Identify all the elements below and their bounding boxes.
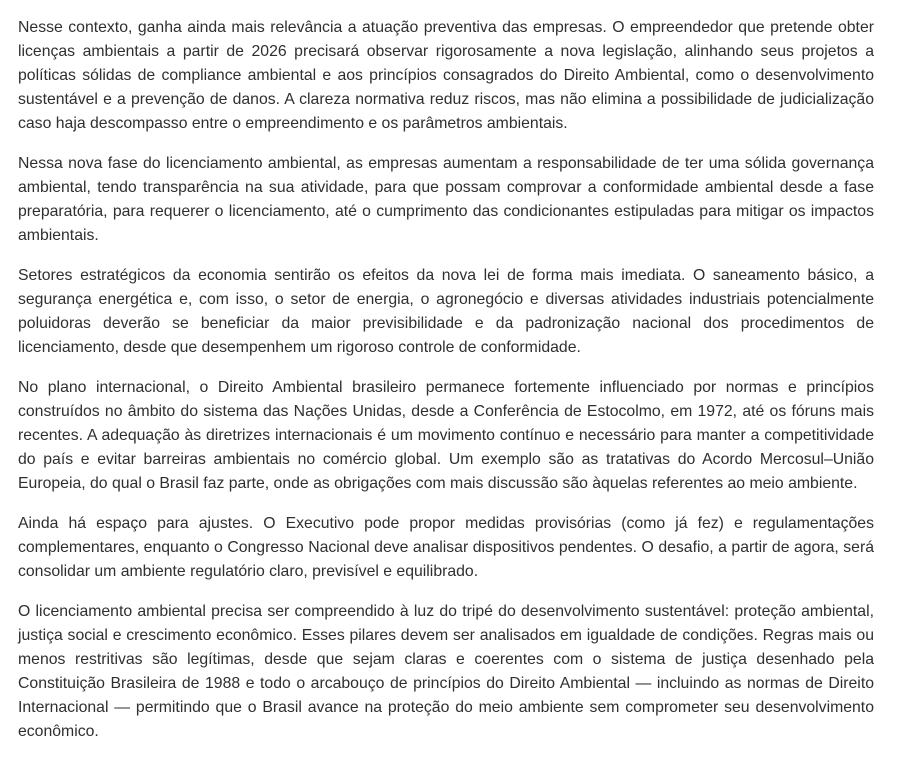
article-paragraph: O licenciamento ambiental precisa ser compreendido à luz do tripé do desenvolvimento sustentável: proteção ambiental, justiça social e crescimento econômico. Esses pilares devem ser analisados em igualdade de condições. Regras mais ou menos restritivas são legítimas, desde que sejam claras e coerentes com o sistema de justiça desenhado pela Constituição Brasileira de 1988 e todo o arcabouço de princípios do Direito Ambiental — incluindo as normas de Direito Internacional — permitindo que o Brasil avance na proteção do meio ambiente sem comprometer seu desenvolvimento econômico. — [18, 603, 874, 740]
article-paragraph: Ainda há espaço para ajustes. O Executivo pode propor medidas provisórias (como já fez) e regulamentações complementares, enquanto o Congresso Nacional deve analisar dispositivos pendentes. O desafio, a partir de agora, será consolidar um ambiente regulatório claro, previsível e equilibrado. — [18, 515, 874, 580]
article-paragraph: Nessa nova fase do licenciamento ambiental, as empresas aumentam a responsabilidade de ter uma sólida governança ambiental, tendo transparência na sua atividade, para que possam comprovar a conformidade ambiental desde a fase preparatória, para requerer o licenciamento, até o cumprimento das condicionantes estipuladas para mitigar os impactos ambientais. — [18, 155, 874, 244]
article-paragraph: Nesse contexto, ganha ainda mais relevância a atuação preventiva das empresas. O empreendedor que pretende obter licenças ambientais a partir de 2026 precisará observar rigorosamente a nova legislação, alinhando seus projetos a políticas sólidas de compliance ambiental e aos princípios consagrados do Direito Ambiental, como o desenvolvimento sustentável e a prevenção de danos. A clareza normativa reduz riscos, mas não elimina a possibilidade de judicialização caso haja descompasso entre o empreendimento e os parâmetros ambientais. — [18, 19, 874, 132]
article-paragraph: Setores estratégicos da economia sentirão os efeitos da nova lei de forma mais imediata. O saneamento básico, a segurança energética e, com isso, o setor de energia, o agronegócio e diversas atividades industriais potencialmente poluidoras deverão se beneficiar da maior previsibilidade e da padronização nacional dos procedimentos de licenciamento, desde que desempenhem um rigoroso controle de conformidade. — [18, 267, 874, 356]
article-paragraph: No plano internacional, o Direito Ambiental brasileiro permanece fortemente influenciado por normas e princípios construídos no âmbito do sistema das Nações Unidas, desde a Conferência de Estocolmo, em 1972, até os fóruns mais recentes. A adequação às diretrizes internacionais é um movimento contínuo e necessário para manter a competitividade do país e evitar barreiras ambientais no comércio global. Um exemplo são as tratativas do Acordo Mercosul–União Europeia, do qual o Brasil faz parte, onde as obrigações com mais discussão são àquelas referentes ao meio ambiente. — [18, 379, 874, 492]
